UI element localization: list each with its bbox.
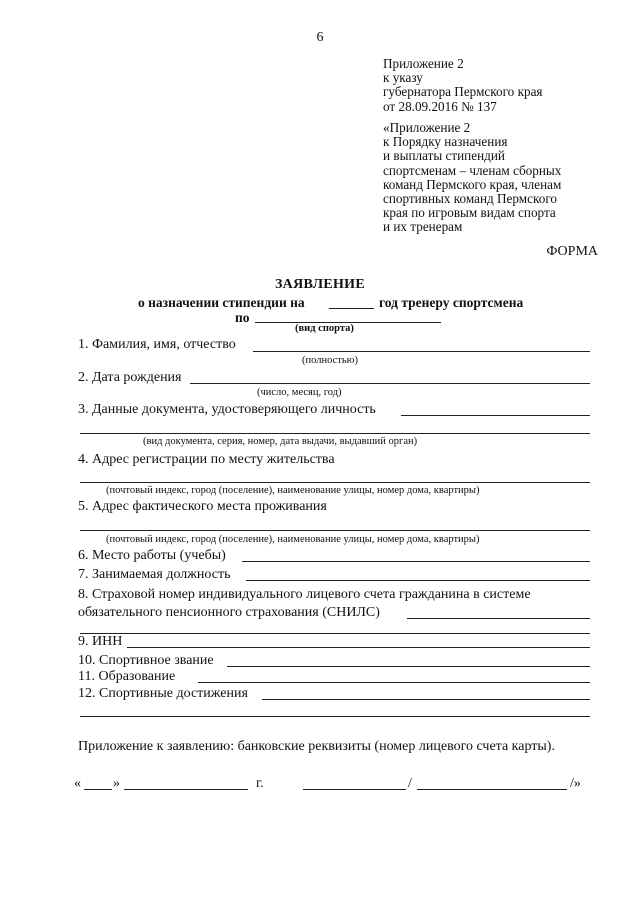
form-label: ФОРМА	[546, 244, 598, 259]
sport-rank-field[interactable]	[227, 666, 590, 667]
appendix-line: к Порядку назначения	[383, 134, 508, 150]
date-day-field[interactable]	[84, 789, 112, 790]
sport-hint: (вид спорта)	[295, 323, 354, 334]
inn-field[interactable]	[127, 647, 590, 648]
signature-slash: /	[408, 776, 412, 791]
field-sport-rank-label: 10. Спортивное звание	[78, 653, 214, 668]
field-workplace-label: 6. Место работы (учебы)	[78, 548, 226, 563]
position-field[interactable]	[246, 580, 590, 581]
signature-end: /»	[570, 776, 581, 791]
registration-address-field[interactable]	[80, 482, 590, 483]
field-education-label: 11. Образование	[78, 669, 176, 684]
field-registration-address-label: 4. Адрес регистрации по месту жительства	[78, 452, 335, 467]
education-field[interactable]	[198, 682, 590, 683]
field-birth-date-label: 2. Дата рождения	[78, 370, 182, 385]
birth-date-field[interactable]	[190, 383, 590, 384]
registration-address-hint: (почтовый индекс, город (поселение), наименование улицы, номер дома, квартиры)	[106, 485, 480, 496]
subtitle-part2: год тренеру спортсмена	[379, 295, 524, 310]
decree-header	[383, 57, 543, 114]
appendix-line: и их тренерам	[383, 219, 463, 235]
appendix-line: и выплаты стипендий	[383, 148, 505, 164]
page-number: 6	[316, 30, 324, 45]
attachment-note: Приложение к заявлению: банковские реквизиты (номер лицевого счета карты).	[78, 739, 555, 754]
field-full-name-label: 1. Фамилия, имя, отчество	[78, 337, 236, 352]
field-snils-label-line2: обязательного пенсионного страхования (СНИЛС)	[78, 605, 380, 620]
id-document-field[interactable]	[401, 415, 590, 416]
snils-field[interactable]	[407, 618, 590, 619]
field-snils-label-line1: 8. Страховой номер индивидуального лицевого счета гражданина в системе	[78, 587, 531, 602]
date-month-year-field[interactable]	[124, 789, 248, 790]
achievements-field[interactable]	[262, 699, 590, 700]
document-title: ЗАЯВЛЕНИЕ	[274, 277, 365, 292]
decree-header-line: к указу	[383, 70, 423, 86]
field-achievements-label: 12. Спортивные достижения	[78, 686, 248, 701]
subtitle-part1: о назначении стипендии на	[138, 295, 305, 310]
appendix-line: команд Пермского края, членам	[383, 176, 562, 192]
decree-header-line: Приложение 2	[383, 56, 464, 71]
full-name-hint: (полностью)	[302, 355, 358, 366]
id-document-field-line2[interactable]	[80, 433, 590, 434]
id-document-hint: (вид документа, серия, номер, дата выдачи, выдавший орган)	[143, 436, 418, 447]
date-quote-open: «	[74, 776, 81, 791]
full-name-field[interactable]	[253, 351, 590, 352]
appendix-line: края по игровым видам спорта	[383, 205, 556, 221]
field-id-document-label: 3. Данные документа, удостоверяющего личность	[78, 402, 376, 417]
appendix-line: спортсменам – членам сборных	[383, 162, 562, 178]
decree-header-line: губернатора Пермского края	[383, 84, 543, 100]
signature-field[interactable]	[303, 789, 406, 790]
field-inn-label: 9. ИНН	[78, 634, 123, 649]
decree-header-line: от 28.09.2016 № 137	[383, 98, 497, 114]
appendix-line: спортивных команд Пермского	[383, 191, 558, 207]
actual-address-field[interactable]	[80, 530, 590, 531]
signature-name-field[interactable]	[417, 789, 567, 790]
field-position-label: 7. Занимаемая должность	[78, 567, 231, 582]
subtitle-po: по	[235, 310, 250, 325]
field-actual-address-label: 5. Адрес фактического места проживания	[78, 499, 327, 514]
birth-date-hint: (число, месяц, год)	[257, 387, 342, 398]
workplace-field[interactable]	[242, 561, 590, 562]
appendix-header	[383, 121, 561, 235]
snils-field-line2[interactable]	[80, 633, 590, 634]
actual-address-hint: (почтовый индекс, город (поселение), наименование улицы, номер дома, квартиры)	[106, 534, 480, 545]
date-quote-close: »	[113, 776, 120, 791]
year-blank[interactable]	[329, 308, 374, 309]
achievements-field-line2[interactable]	[80, 716, 590, 717]
appendix-line: «Приложение 2	[383, 120, 471, 135]
date-year-suffix: г.	[256, 776, 264, 791]
